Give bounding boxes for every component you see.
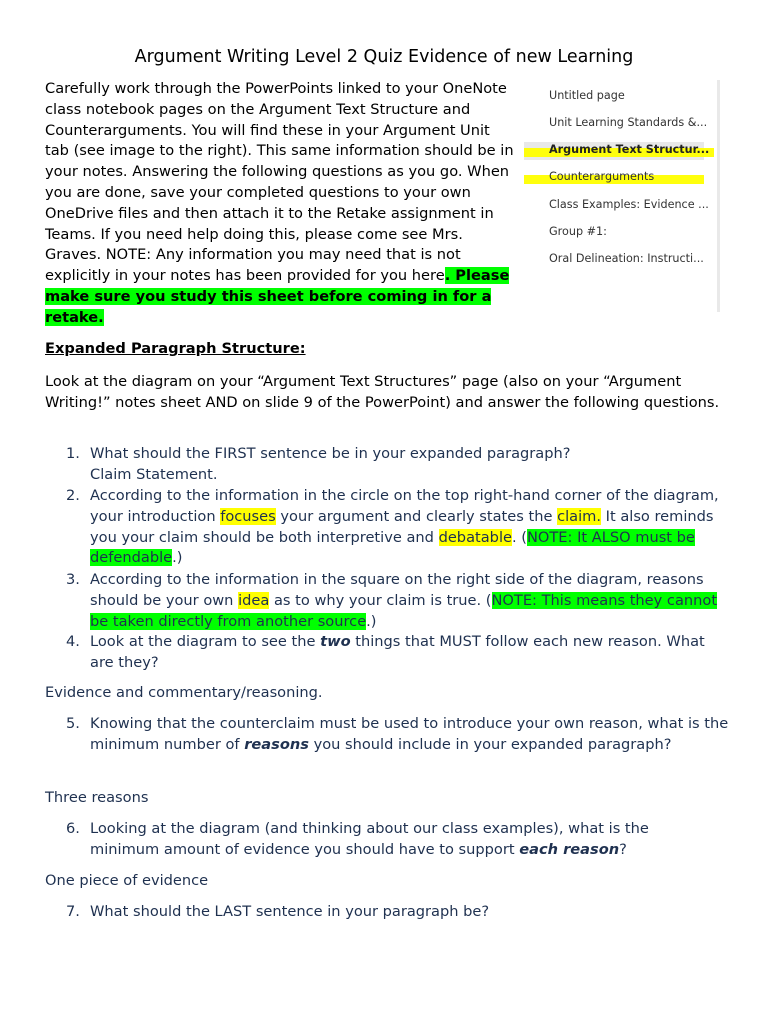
question-4-text-a: Look at the diagram to see the (90, 633, 321, 650)
question-1-text: What should the FIRST sentence be in your expanded paragraph? (90, 445, 571, 462)
question-2-text-a: According to the information in the circle on the top right-hand corner of the diagram, your introduction (90, 487, 719, 525)
answer-6: One piece of evidence (45, 872, 209, 889)
question-4-number: 4. (66, 633, 80, 650)
question-6-number: 6. (66, 820, 80, 837)
question-3-highlight-idea: idea (238, 591, 270, 609)
question-5-text-b: you should include in your expanded paragraph? (308, 735, 672, 753)
intro-paragraph (45, 79, 515, 329)
panel-item-argument-text-structure[interactable]: Argument Text Structur... (549, 143, 710, 156)
section-heading: Expanded Paragraph Structure: (45, 340, 306, 357)
question-2-number: 2. (66, 487, 80, 504)
panel-item-class-examples[interactable]: Class Examples: Evidence ... (549, 198, 709, 211)
question-7: What should the LAST sentence in your paragraph be? (90, 903, 490, 920)
question-3-text-c: .) (366, 612, 377, 630)
question-3-number: 3. (66, 571, 80, 588)
question-5 (90, 714, 730, 756)
panel-item-counterarguments[interactable]: Counterarguments (549, 170, 655, 183)
question-6-emphasis: each reason (519, 840, 620, 858)
question-2-text-e: .) (172, 549, 183, 567)
question-1-number: 1. (66, 445, 80, 462)
question-2-text-c: It also reminds you your claim should be both interpretive and (90, 507, 714, 546)
question-5-number: 5. (66, 715, 80, 732)
section-intro: Look at the diagram on your “Argument Text Structures” page (also on your “Argument Writing!” notes sheet AND on slide 9 of the PowerPoint) and answer the following questions. (45, 373, 720, 411)
question-6-text-a: Looking at the diagram (and thinking about our class examples), what is the minimum amount of evidence you should have to support (90, 820, 649, 858)
answer-5: Three reasons (45, 789, 149, 806)
question-4-emphasis: two (320, 633, 351, 650)
question-1 (90, 444, 730, 486)
question-5-text-a: Knowing that the counterclaim must be used to introduce your own reason, what is the minimum number of (90, 715, 729, 753)
onenote-pages-panel (524, 80, 722, 314)
panel-item-untitled-page[interactable]: Untitled page (549, 89, 625, 102)
question-2-note: NOTE: It ALSO must be defendable (90, 528, 695, 567)
question-3-note: NOTE: This means they cannot be taken directly from another source (90, 591, 718, 630)
question-2-text-d: . ( (511, 528, 527, 546)
question-4 (90, 632, 710, 674)
panel-item-group-1[interactable]: Group #1: (549, 225, 607, 238)
question-6-text-b: ? (619, 840, 627, 858)
question-2-highlight-focuses: focuses (220, 507, 276, 525)
question-2 (90, 486, 730, 569)
question-5-emphasis: reasons (244, 735, 309, 753)
panel-item-oral-delineation[interactable]: Oral Delineation: Instructi... (549, 252, 704, 265)
answer-4: Evidence and commentary/reasoning. (45, 684, 323, 701)
question-2-highlight-claim: claim. (557, 507, 602, 525)
question-1-answer: Claim Statement. (90, 465, 218, 483)
panel-scrollbar (717, 80, 720, 312)
question-6 (90, 819, 690, 861)
question-2-highlight-debatable: debatable (438, 528, 512, 546)
question-7-number: 7. (66, 903, 80, 920)
question-3-text-a: According to the information in the square on the right side of the diagram, reasons should be your own (90, 571, 704, 609)
question-4-text-b: things that MUST follow each new reason. What are they? (90, 633, 705, 671)
intro-highlighted-note: . Please make sure you study this sheet before coming in for a retake. (45, 267, 510, 326)
panel-item-unit-learning-standards[interactable]: Unit Learning Standards &... (549, 116, 708, 129)
question-3-text-b: as to why your claim is true. ( (269, 591, 492, 609)
question-3 (90, 570, 730, 632)
question-2-text-b: your argument and clearly states the (275, 507, 558, 525)
document-title: Argument Writing Level 2 Quiz Evidence of new Learning (134, 47, 634, 67)
intro-text: Carefully work through the PowerPoints linked to your OneNote class notebook pages on the Argument Text Structure and Counterarguments. You will find these in your Argument Unit tab (see image to the right). This same information should be in your notes. Answering the following questions as you go. When you are done, save your completed questions to your own OneDrive files and then attach it to the Retake assignment in Teams. If you need help doing this, please come see Mrs. Graves. NOTE: Any information you may need that is not explicitly in your notes has been provided for you here (45, 80, 514, 285)
